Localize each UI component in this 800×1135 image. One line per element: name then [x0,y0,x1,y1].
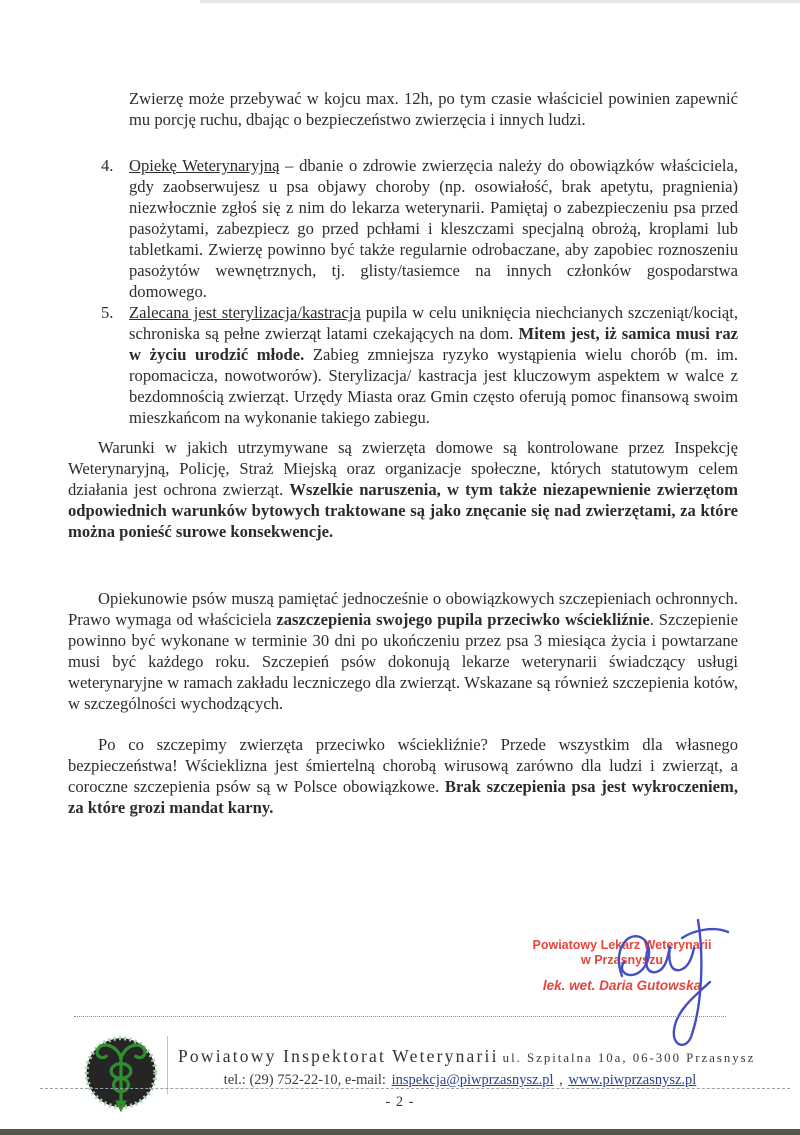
item-4-body: – dbanie o zdrowie zwierzęcia należy do obowiązków właściciela, gdy zaobserwujesz u psa objawy choroby (np. osowiałość, brak apetytu, pragnienia) niezwłocznie zgłoś się z nim do lekarza weterynarii. Pamiętaj o zabezpieczeniu psa przed pasożytami, zabezpiecz go przed pchłami i kleszczami specjalną obrożą, kroplami lub tabletkami. Zwierzę powinno być także regularnie odrobaczane, aby zapobiec roznoszeniu pasożytów wewnętrznych, tj. glisty/tasiemce na innych członków gospodarstwa domowego. [129,156,738,301]
link-separator: , [555,1072,567,1088]
bold-emphasis: Wszelkie naruszenia, w tym także niezapewnienie zwierzętom odpowiednich warunków bytowych traktowane są jako znęcanie się nad zwierzętami, za które można ponieść surowe konsekwencje. [68,480,738,541]
scan-edge-top [200,0,800,3]
stamp-signer-name: lek. wet. Daria Gutowska [542,978,702,993]
page-number: - 2 - [385,1094,415,1110]
stamp-city-line: w Przasnyszu [581,953,663,967]
list-item-5 [68,302,738,428]
stamp-title-line: Powiatowy Lekarz Weterynarii [532,938,712,952]
org-address: ul. Szpitalna 10a, 06-300 Przasnysz [502,1051,756,1065]
website-link[interactable]: www.piwprzasnysz.pl [568,1072,697,1088]
footer-org-line [178,1046,756,1067]
paragraph-text: Warunki w jakich utrzymywane są zwierzęta domowe są kontrolowane przez Inspekcję Weterynaryjną, Policję, Straż Miejską oraz organizacje społeczne, których statutowym celem działania jest ochrona zwierząt. [68,438,738,499]
item-5-heading: Zalecana jest sterylizacja/kastracja [129,303,361,322]
intro-paragraph: Zwierzę może przebywać w kojcu max. 12h, po tym czasie właściciel powinien zapewnić mu porcję ruchu, dbając o bezpieczeństwo zwierzęcia i innych ludzi. [129,89,738,129]
paragraph-opiekunowie [68,588,738,714]
item-5-bold-emphasis: Mitem jest, iż samica musi raz w życiu urodzić młode. [129,324,738,364]
footer-vertical-divider [167,1036,168,1094]
item-5-body: pupila w celu uniknięcia niechcianych szczeniąt/kociąt, schroniska są pełne zwierząt latami czekających na dom. [129,303,738,343]
document-body [68,88,738,818]
item-5-body-cont: Zabieg zmniejsza ryzyko wystąpienia wielu chorób (m. im. ropomacicza, nowotworów). Sterylizacja/ kastracja jest kluczowym aspektem w walce z bezdomnością zwierząt. Urzędy Miasta oraz Gmin często oferują pomoc finansową swoim mieszkańcom na wykonanie takiego zabiegu. [129,345,738,427]
email-link[interactable]: inspekcja@piwprzasnysz.pl [391,1072,554,1088]
paragraph-warunki [68,437,738,542]
scan-edge-bottom [0,1129,800,1135]
item-number: 5. [101,303,114,322]
paragraph-text: Po co szczepimy zwierzęta przeciwko wściekliźnie? Przede wszystkim dla własnego bezpieczeństwa! Wścieklizna jest śmiertelną chorobą wirusową zarówno dla ludzi i zwierząt, a coroczne szczepienia psów są w Polsce obowiązkowe. [68,735,738,796]
paragraph-szczepienia [68,734,738,818]
org-name: Powiatowy Inspektorat Weterynarii [178,1046,499,1066]
bold-emphasis: zaszczepienia swojego pupila przeciwko wściekliźnie [276,610,650,629]
item-number: 4. [101,156,114,175]
tel-and-email-label: tel.: (29) 752-22-10, e-mail: [223,1072,390,1088]
list-item-4 [68,155,738,302]
dotted-separator-line [74,1016,726,1017]
footer-contact-line [178,1072,740,1089]
paragraph-text: . Szczepienie powinno być wykonane w terminie 30 dni po ukończeniu przez psa 3 miesiąca życia i powtarzane musi być każdego roku. Szczepień psów dokonują lekarze weterynarii świadczący usługi weterynaryjne w ramach zakładu leczniczego dla zwierząt. Wskazane są również szczepienia kotów, w szczególności wychodzących. [68,610,738,713]
paragraph-text: Opiekunowie psów muszą pamiętać jednocześnie o obowiązkowych szczepieniach ochronnych. Prawo wymaga od właściciela [68,589,738,629]
numbered-list [68,155,738,428]
item-4-heading: Opiekę Weterynaryjną [129,156,280,175]
bold-emphasis: Brak szczepienia psa jest wykroczeniem, za które grozi mandat karny. [68,777,739,817]
